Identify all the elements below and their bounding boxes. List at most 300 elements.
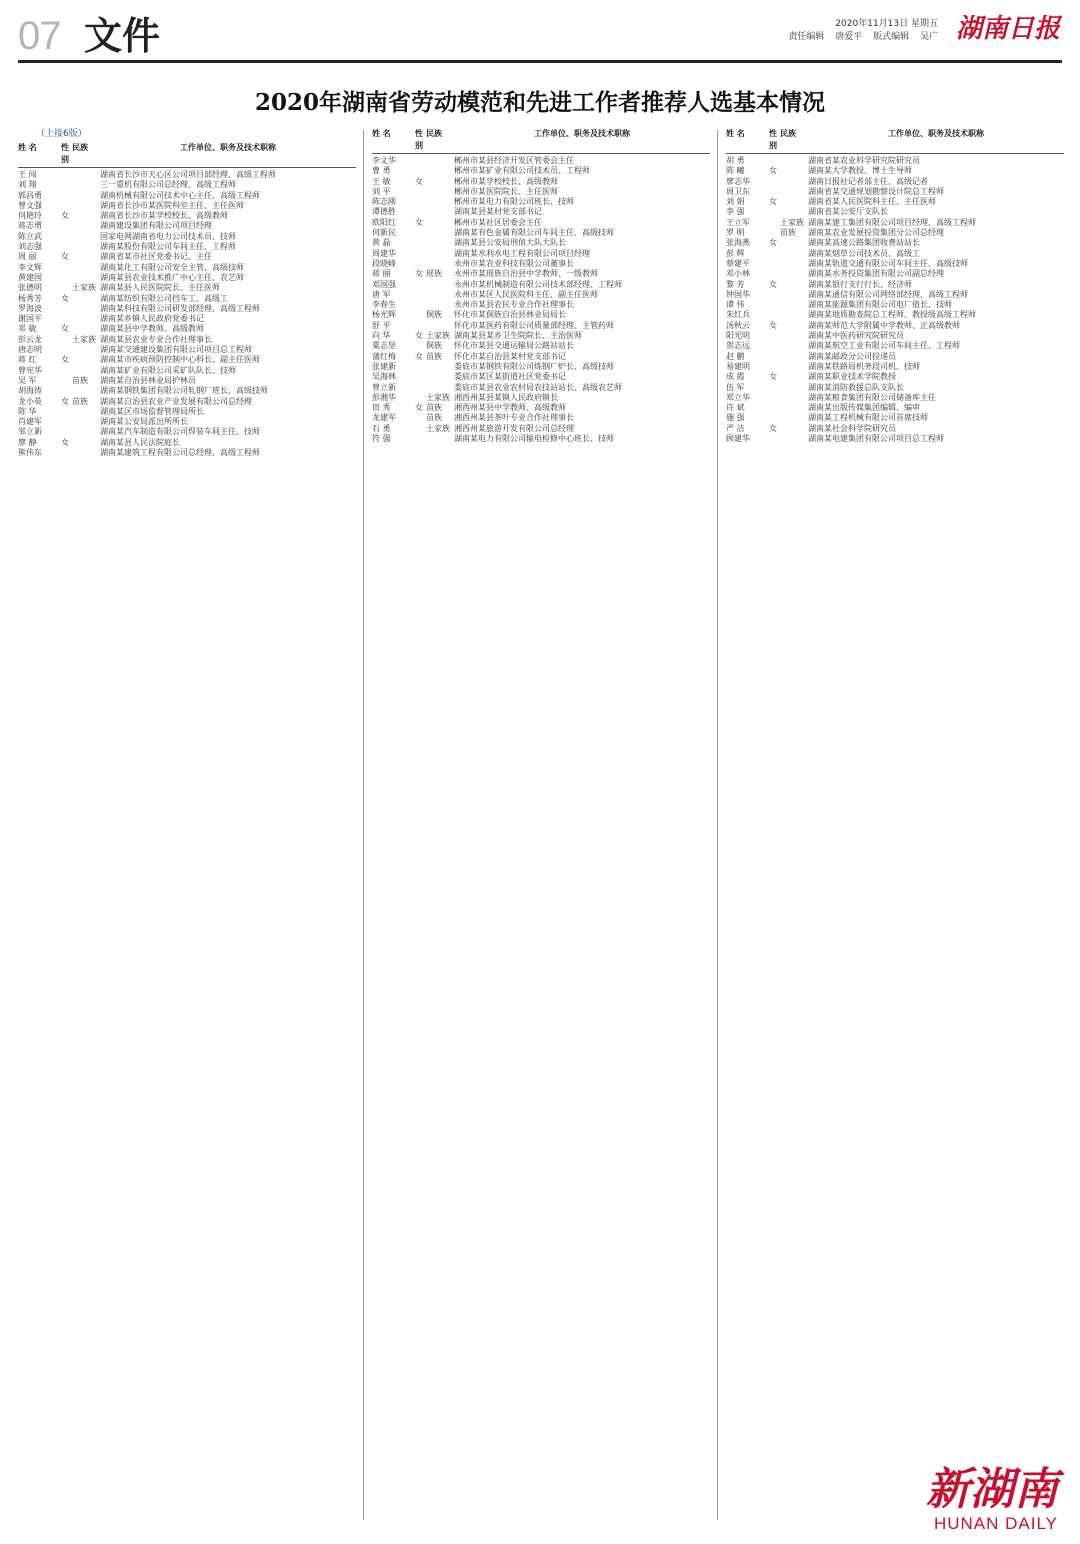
candidate-sex <box>766 156 780 166</box>
candidate-info: 湖南某水利水电工程有限公司项目经理 <box>454 248 590 258</box>
candidate-info: 湖南某市疾病预防控制中心科长、副主任医师 <box>100 355 260 365</box>
candidate-info: 湖南某自治县农业产业发展有限公司总经理 <box>100 396 252 406</box>
header-info: 工作单位、职务及技术职称 <box>180 143 276 152</box>
table-row <box>726 280 1064 290</box>
candidate-sex <box>58 180 72 190</box>
candidate-ethnic: 侗族 <box>426 310 442 320</box>
candidate-info: 湖南某县某乡卫生院院长、主治医师 <box>454 331 582 341</box>
candidate-info: 湖南某科技有限公司研发部经理、高级工程师 <box>100 303 260 313</box>
candidate-sex <box>412 341 426 351</box>
candidate-sex <box>412 156 426 166</box>
table-row <box>372 331 710 341</box>
hunan-daily-watermark <box>926 1466 1058 1534</box>
candidate-ethnic <box>72 170 100 180</box>
candidate-name: 唐 军 <box>372 289 391 299</box>
candidate-name: 周建华 <box>372 248 396 258</box>
table-row <box>726 434 1064 444</box>
candidate-sex <box>412 362 426 372</box>
candidate-info: 湖南某农业发展投资集团分公司总经理 <box>808 228 944 238</box>
table-row <box>726 249 1064 259</box>
table-row <box>372 156 710 166</box>
candidate-info: 湖南省长沙市某学校校长、高级教师 <box>100 211 228 221</box>
candidate-name: 欧阳红 <box>372 217 396 227</box>
candidate-info: 湖南某县公安局刑侦大队大队长 <box>454 238 566 248</box>
candidate-name: 刘 翔 <box>18 180 37 190</box>
candidate-sex: 女 <box>61 396 69 406</box>
candidate-info: 郴州市某医院院长、主任医师 <box>454 186 558 196</box>
candidate-ethnic <box>72 407 100 417</box>
candidate-name: 谭 伟 <box>726 300 745 310</box>
table-row <box>18 180 356 190</box>
candidate-info: 湖南机械有限公司技术中心主任、高级工程师 <box>100 190 260 200</box>
header-ethnic: 民族 <box>72 143 88 152</box>
table-row <box>726 372 1064 382</box>
candidate-name: 胡海涛 <box>18 386 42 396</box>
table-row <box>372 207 710 217</box>
candidate-info: 湖南某县农业技术推广中心主任、农艺师 <box>100 272 244 282</box>
watermark-english: HUNAN DAILY <box>933 1514 1058 1533</box>
candidate-ethnic <box>780 393 808 403</box>
candidate-sex: 女 <box>769 279 777 289</box>
candidate-sex: 女 <box>769 372 777 382</box>
candidate-name: 朱红兵 <box>726 310 750 320</box>
table-row <box>726 362 1064 372</box>
candidate-sex <box>412 372 426 382</box>
candidate-name: 李文辉 <box>18 262 42 272</box>
table-row <box>18 345 356 355</box>
candidate-ethnic <box>72 242 100 252</box>
table-row <box>726 424 1064 434</box>
candidate-ethnic <box>426 187 454 197</box>
candidate-ethnic <box>780 383 808 393</box>
candidate-info: 永州市某农业科技有限公司董事长 <box>454 258 574 268</box>
candidate-info: 湖南某股份有限公司车间主任、工程师 <box>100 242 236 252</box>
candidate-name: 易建明 <box>726 361 750 371</box>
candidate-ethnic <box>72 324 100 334</box>
table-row <box>18 386 356 396</box>
candidate-info: 永州市某瑶族自治县中学教师、一级教师 <box>454 269 598 279</box>
candidate-info: 怀化市某医药有限公司质量部经理、主管药师 <box>454 320 614 330</box>
candidate-name: 邓国强 <box>372 279 396 289</box>
edition-meta <box>780 18 938 44</box>
table-row <box>18 417 356 427</box>
candidate-name: 彭云龙 <box>18 334 42 344</box>
table-row <box>726 197 1064 207</box>
candidate-sex <box>766 403 780 413</box>
header-name: 姓 名 <box>18 143 37 152</box>
candidate-info: 怀化市某自治县某村党支部书记 <box>454 351 566 361</box>
candidate-name: 蒲红梅 <box>372 351 396 361</box>
header-info: 工作单位、职务及技术职称 <box>534 129 630 138</box>
candidate-info: 湖南某自治县林业局护林员 <box>100 375 196 385</box>
candidate-info: 湘西州某旅游开发有限公司总经理 <box>454 423 574 433</box>
candidate-info: 郴州市某矿业有限公司技术员、工程师 <box>454 166 590 176</box>
candidate-sex: 女 <box>769 238 777 248</box>
candidate-name: 邓小林 <box>726 269 750 279</box>
candidate-sex <box>766 249 780 259</box>
candidate-sex <box>766 187 780 197</box>
column-2 <box>372 128 710 1524</box>
candidate-name: 曾宪华 <box>18 365 42 375</box>
candidate-sex <box>766 300 780 310</box>
table-row <box>18 397 356 407</box>
candidate-sex <box>412 424 426 434</box>
column-1 <box>18 128 356 1524</box>
candidate-info: 湖南某粮食集团有限公司储备库主任 <box>808 392 936 402</box>
table-row <box>18 170 356 180</box>
candidate-ethnic <box>780 269 808 279</box>
candidate-ethnic <box>780 341 808 351</box>
candidate-sex <box>412 259 426 269</box>
candidate-ethnic <box>780 372 808 382</box>
table-row <box>18 273 356 283</box>
candidate-sex <box>412 383 426 393</box>
candidate-info: 三一重机有限公司总经理、高级工程师 <box>100 180 236 190</box>
candidate-ethnic <box>780 197 808 207</box>
candidate-name: 王 敏 <box>372 176 391 186</box>
table-row <box>18 263 356 273</box>
table-row <box>726 228 1064 238</box>
table-row <box>372 383 710 393</box>
table-row <box>726 413 1064 423</box>
candidate-sex <box>412 207 426 217</box>
candidate-sex <box>412 249 426 259</box>
table-row <box>18 201 356 211</box>
candidate-sex <box>412 434 426 444</box>
candidate-ethnic <box>72 355 100 365</box>
candidate-info: 郴州市某县经济开发区管委会主任 <box>454 156 574 165</box>
candidate-sex <box>58 191 72 201</box>
candidate-info: 娄底市某钢铁有限公司炼钢厂炉长、高级技师 <box>454 361 614 371</box>
table-row <box>18 366 356 376</box>
candidate-sex <box>58 232 72 242</box>
candidate-info: 湖南某县人民法院庭长 <box>100 437 180 447</box>
table-row <box>726 352 1064 362</box>
table-row <box>726 218 1064 228</box>
candidate-ethnic: 土家族 <box>780 217 804 227</box>
candidate-ethnic <box>72 366 100 376</box>
candidate-name: 符 强 <box>372 434 391 444</box>
candidate-sex <box>412 290 426 300</box>
candidate-info: 湖南某交通建设集团有限公司项目总工程师 <box>100 345 252 355</box>
designer-label: 版式编辑 <box>873 32 910 42</box>
table-row <box>372 372 710 382</box>
candidate-info: 湖南某汽车制造有限公司焊装车间主任、技师 <box>100 427 260 437</box>
candidate-name: 顾建华 <box>726 434 750 444</box>
table-row <box>372 300 710 310</box>
candidate-name: 蒋 红 <box>18 355 37 365</box>
candidate-sex <box>412 300 426 310</box>
table-row <box>372 177 710 187</box>
table-row <box>372 238 710 248</box>
table-row <box>726 290 1064 300</box>
masthead-rule <box>18 60 1062 63</box>
candidate-info: 湖南省某公安厅支队长 <box>808 207 888 217</box>
candidate-ethnic: 苗族 <box>426 413 442 423</box>
candidate-info: 湖南某中医药研究院研究员 <box>808 331 904 341</box>
candidate-name: 谢国平 <box>18 314 42 324</box>
candidate-sex: 女 <box>61 324 69 334</box>
candidate-info: 永州市某县农民专业合作社理事长 <box>454 300 574 310</box>
candidate-sex <box>412 197 426 207</box>
candidate-ethnic <box>72 191 100 201</box>
table-row <box>372 393 710 403</box>
candidate-name: 蒋志勇 <box>18 221 42 231</box>
candidate-ethnic <box>426 321 454 331</box>
candidate-name: 胡 勇 <box>726 156 745 165</box>
table-row <box>18 242 356 252</box>
candidate-ethnic <box>72 252 100 262</box>
candidate-info: 湖南某铁路局机务段司机、技师 <box>808 361 920 371</box>
candidate-name: 李 强 <box>726 207 745 217</box>
candidate-sex <box>58 407 72 417</box>
candidate-sex <box>766 218 780 228</box>
candidate-name: 粟志坚 <box>372 341 396 351</box>
candidate-sex <box>412 413 426 423</box>
candidate-info: 湖南省长沙市天心区公司项目部经理、高级工程师 <box>100 170 276 179</box>
table-row <box>18 211 356 221</box>
candidate-name: 伍 军 <box>726 382 745 392</box>
candidate-info: 湖南某邮政分公司投递员 <box>808 351 896 361</box>
candidate-ethnic: 苗族 <box>426 351 442 361</box>
candidate-sex: 女 <box>415 269 423 279</box>
newspaper-logo: 湖南日报 <box>955 14 1060 44</box>
candidate-name: 廖志华 <box>726 176 750 186</box>
candidate-sex <box>58 263 72 273</box>
candidate-sex: 女 <box>61 252 69 262</box>
candidate-info: 湖南某社会科学院研究员 <box>808 423 896 433</box>
candidate-sex <box>766 383 780 393</box>
candidate-ethnic <box>72 314 100 324</box>
candidate-sex: 女 <box>415 217 423 227</box>
candidate-info: 湖南某钢铁集团有限公司轧钢厂班长、高级技师 <box>100 386 268 396</box>
table-row <box>372 310 710 320</box>
table-row <box>18 427 356 437</box>
candidate-sex <box>412 310 426 320</box>
candidate-name: 吴海林 <box>372 372 396 382</box>
candidate-name: 廖 静 <box>18 437 37 447</box>
candidate-name: 龙建军 <box>372 413 396 423</box>
candidate-sex <box>766 341 780 351</box>
candidate-ethnic <box>780 331 808 341</box>
candidate-ethnic <box>426 362 454 372</box>
candidate-sex: 女 <box>415 176 423 186</box>
candidate-info: 怀化市某侗族自治县林业局局长 <box>454 310 566 320</box>
candidate-sex <box>766 331 780 341</box>
candidate-ethnic <box>426 300 454 310</box>
candidate-sex <box>412 238 426 248</box>
candidate-name: 熊伟东 <box>18 448 42 458</box>
candidate-info: 湘西州某县茶叶专业合作社理事长 <box>454 413 574 423</box>
candidate-ethnic: 苗族 <box>426 403 442 413</box>
candidate-ethnic <box>780 310 808 320</box>
candidate-info: 湖南某航空工业有限公司车间主任、工程师 <box>808 341 960 351</box>
candidate-info: 湖南某建筑工程有限公司总经理、高级工程师 <box>100 448 260 458</box>
designer-name: 吴广 <box>919 32 938 42</box>
candidate-name: 段晓峰 <box>372 258 396 268</box>
candidate-info: 湖南省某市社区党委书记、主任 <box>100 252 212 262</box>
candidate-info: 郴州市某学校校长、高级教师 <box>454 176 558 186</box>
candidate-info: 湖南日报社记者部主任、高级记者 <box>808 176 928 186</box>
candidate-ethnic: 土家族 <box>72 283 96 293</box>
table-row <box>726 310 1064 320</box>
candidate-ethnic <box>780 424 808 434</box>
candidate-name: 周 丽 <box>18 252 37 262</box>
candidate-info: 湖南某地质勘查院总工程师、教授级高级工程师 <box>808 310 976 320</box>
table-row <box>18 324 356 334</box>
candidate-name: 杨秀芳 <box>18 293 42 303</box>
candidate-sex: 女 <box>769 166 777 176</box>
candidate-name: 谭德胜 <box>372 207 396 217</box>
candidate-info: 湖南某电力有限公司输电检修中心班长、技师 <box>454 434 614 444</box>
candidate-ethnic <box>426 434 454 444</box>
table-row <box>726 187 1064 197</box>
candidate-info: 郴州市某电力有限公司班长、技师 <box>454 197 574 207</box>
candidate-ethnic: 苗族 <box>72 375 88 385</box>
candidate-sex <box>58 314 72 324</box>
table-row <box>726 269 1064 279</box>
candidate-info: 湖南某大学教授、博士生导师 <box>808 166 912 176</box>
candidate-ethnic <box>780 434 808 444</box>
candidate-info: 国家电网湖南省电力公司技术员、技师 <box>100 231 236 241</box>
candidate-sex <box>766 207 780 217</box>
table-row <box>726 321 1064 331</box>
candidate-ethnic <box>426 218 454 228</box>
candidate-ethnic <box>780 187 808 197</box>
candidate-sex: 女 <box>61 293 69 303</box>
candidate-ethnic <box>780 177 808 187</box>
table-row <box>372 218 710 228</box>
table-row <box>18 448 356 458</box>
candidate-name: 唐志明 <box>18 345 42 355</box>
table-row <box>372 249 710 259</box>
candidate-sex <box>766 434 780 444</box>
table-row <box>18 314 356 324</box>
candidate-sex <box>58 335 72 345</box>
candidate-name: 舒 平 <box>372 320 391 330</box>
candidate-name: 张德明 <box>18 283 42 293</box>
candidate-name: 曾立新 <box>372 382 396 392</box>
candidate-ethnic <box>72 180 100 190</box>
candidate-sex: 女 <box>769 197 777 207</box>
table-row <box>726 383 1064 393</box>
candidate-ethnic <box>72 232 100 242</box>
candidate-info: 湖南某县人民医院院长、主任医师 <box>100 283 220 293</box>
candidate-info: 湖南某公安局派出所所长 <box>100 417 188 427</box>
candidate-info: 湖南某有色金属有限公司车间主任、高级技师 <box>454 228 614 238</box>
candidate-sex <box>412 166 426 176</box>
table-row <box>372 403 710 413</box>
candidate-sex <box>766 269 780 279</box>
candidate-info: 湖南某县中学教师、高级教师 <box>100 324 204 334</box>
table-row <box>372 424 710 434</box>
candidate-name: 彭 辉 <box>726 248 745 258</box>
table-row <box>18 294 356 304</box>
candidate-info: 湖南某建工集团有限公司项目经理、高级工程师 <box>808 217 976 227</box>
candidate-name: 黎 芳 <box>726 279 745 289</box>
table-row <box>18 221 356 231</box>
candidate-ethnic <box>426 383 454 393</box>
candidate-info: 湖南省长沙市某医院科室主任、主任医师 <box>100 200 244 210</box>
candidate-name: 陈立武 <box>18 231 42 241</box>
candidate-name: 陈 曦 <box>726 166 745 176</box>
table-row <box>726 259 1064 269</box>
editor-name: 唐爱平 <box>835 32 863 42</box>
candidate-info: 湖南某矿业有限公司采矿队队长、技师 <box>100 365 236 375</box>
candidate-info: 湖南某能源集团有限公司电厂值长、技师 <box>808 300 952 310</box>
candidate-ethnic <box>780 156 808 166</box>
editor-label: 责任编辑 <box>788 32 825 42</box>
candidate-name: 曾文强 <box>18 200 42 210</box>
header-sex: 性别 <box>769 129 777 150</box>
candidate-name: 王立军 <box>726 217 750 227</box>
table-header <box>18 142 356 168</box>
candidate-info: 怀化市某县交通运输局公路站站长 <box>454 341 574 351</box>
table-row <box>372 187 710 197</box>
table-header <box>726 128 1064 154</box>
candidate-sex <box>412 228 426 238</box>
candidate-sex <box>58 283 72 293</box>
header-info: 工作单位、职务及技术职称 <box>888 129 984 138</box>
candidate-info: 湖南省某农业科学研究院研究员 <box>808 156 920 165</box>
watermark-chinese: 新湖南 <box>926 1464 1058 1515</box>
candidate-info: 湘西州某县中学教师、高级教师 <box>454 403 566 413</box>
candidate-ethnic <box>780 413 808 423</box>
candidate-sex <box>766 413 780 423</box>
table-row <box>372 269 710 279</box>
header-name: 姓 名 <box>372 129 391 138</box>
candidate-name: 张建新 <box>372 361 396 371</box>
table-row <box>18 335 356 345</box>
candidate-sex <box>58 417 72 427</box>
candidate-ethnic <box>426 249 454 259</box>
candidate-name: 杨光辉 <box>372 310 396 320</box>
candidate-info: 湖南某化工有限公司安全主管、高级技师 <box>100 262 244 272</box>
candidate-sex <box>766 290 780 300</box>
candidate-ethnic: 瑶族 <box>426 269 442 279</box>
header-sex: 性别 <box>61 143 69 164</box>
page-number: 07 <box>18 14 61 58</box>
candidate-name: 钟国华 <box>726 289 750 299</box>
candidate-ethnic <box>780 352 808 362</box>
issue-date: 2020年11月13日 星期五 <box>835 19 938 29</box>
candidate-sex <box>766 177 780 187</box>
candidate-ethnic <box>72 263 100 273</box>
candidate-info: 湖南某师范大学附属中学教师、正高级教师 <box>808 320 960 330</box>
candidate-sex <box>412 321 426 331</box>
candidate-sex: 女 <box>769 423 777 433</box>
header-ethnic: 民族 <box>780 129 796 138</box>
candidate-info: 湖南某烟草公司技术员、高级工 <box>808 248 920 258</box>
candidate-sex <box>766 352 780 362</box>
candidate-info: 湖南某区市场监督管理局所长 <box>100 406 204 416</box>
candidate-sex <box>58 366 72 376</box>
header-ethnic: 民族 <box>426 129 442 138</box>
candidate-ethnic <box>426 238 454 248</box>
candidate-name: 李文华 <box>372 156 396 165</box>
candidate-name: 邓 敏 <box>18 324 37 334</box>
candidate-ethnic <box>72 304 100 314</box>
candidate-info: 湖南某纺织有限公司挡车工、高级工 <box>100 293 228 303</box>
candidate-name: 黄建国 <box>18 272 42 282</box>
candidate-name: 蒋 丽 <box>372 269 391 279</box>
table-row <box>18 438 356 448</box>
candidate-ethnic <box>780 238 808 248</box>
candidate-ethnic <box>72 448 100 458</box>
candidate-ethnic <box>780 207 808 217</box>
candidate-sex <box>58 448 72 458</box>
table-row <box>372 352 710 362</box>
